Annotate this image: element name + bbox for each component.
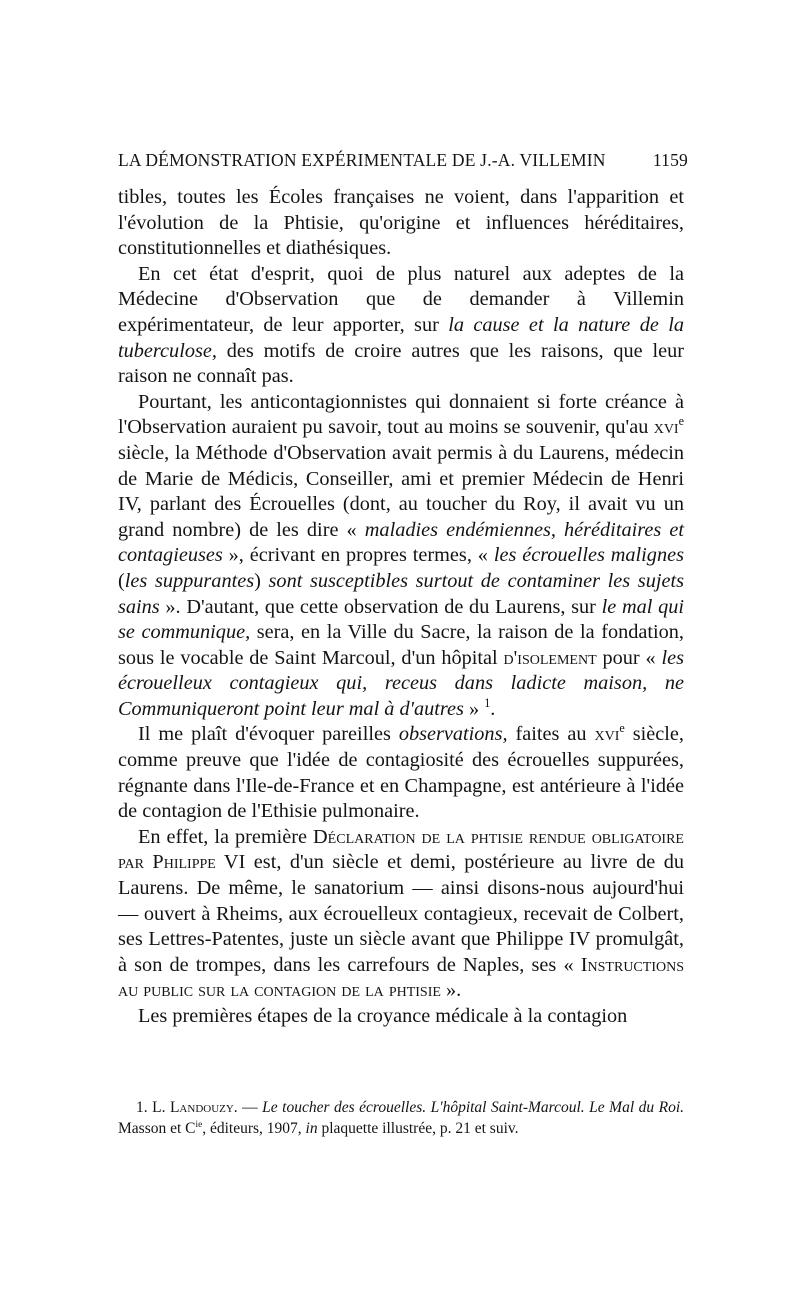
italic-run: sont susceptibles surtout de contaminer les sujets sains	[118, 569, 684, 618]
text-run: siècle, comme preuve que l'idée de contagiosité des écrouelles suppurées, régnante dans l'Ile-de-France et en Champagne, est antérieure à l'idée de contagion de l'Ethisie pulmonaire.	[118, 723, 684, 823]
small-caps-run: Instructions au public sur la contagion de la phtisie	[118, 953, 684, 1002]
century-numeral: xvi	[594, 723, 620, 746]
text-run: plaquette illustrée, p. 21 et suiv.	[317, 1120, 519, 1137]
italic-run: observations,	[398, 723, 508, 746]
italic-run: maladies endémiennes, héréditaires et contagieuses	[118, 518, 684, 567]
text-run: En effet, la première	[138, 825, 314, 848]
text-run: ».	[440, 979, 462, 1002]
running-title: LA DÉMONSTRATION EXPÉRIMENTALE DE J.-A. VILLEMIN	[118, 150, 606, 170]
text-run: tibles, toutes les Écoles françaises ne voient, dans l'apparition et l'évolution de la Phtisie, qu'origine et influences héréditaires, constitutionnelles et diathésiques.	[118, 186, 684, 260]
text-run: Les premières étapes de la croyance médicale à la contagion	[138, 1005, 628, 1027]
text-run: »	[463, 697, 485, 720]
footnote-title: Le toucher des écrouelles. L'hôpital Saint-Marcoul. Le Mal du Roi.	[262, 1099, 685, 1116]
running-header	[118, 150, 688, 171]
footnote-1	[118, 1097, 684, 1139]
footnote-author: L. Landouzy.	[152, 1099, 238, 1116]
text-run: des motifs de croire autres que les raisons, que leur raison ne connaît pas.	[118, 339, 684, 388]
superscript: e	[619, 721, 625, 736]
italic-run: la cause et la nature de la tuberculose,	[118, 313, 684, 362]
text-run: Masson et C	[118, 1120, 196, 1137]
text-run: —	[237, 1099, 263, 1116]
paragraph-5	[118, 825, 684, 1004]
text-run: pour «	[596, 646, 662, 669]
body-text	[118, 185, 684, 1030]
paragraph-6	[118, 1004, 684, 1030]
text-run: .	[490, 697, 496, 720]
paragraph-3	[118, 390, 684, 723]
italic-run: in	[305, 1120, 318, 1137]
text-run: siècle, la Méthode d'Observation avait permis à du Laurens, médecin de Marie de Médicis, Conseiller, ami et premier Médecin de Henri IV, parlant des Écrouelles (dont, au toucher du Roy, il avait vu un grand nombre) de les dire «	[118, 441, 684, 541]
italic-run: le mal qui se communique,	[118, 595, 684, 644]
superscript: ie	[195, 1119, 203, 1130]
paragraph-1	[118, 185, 684, 262]
text-run: En cet état d'esprit, quoi de plus naturel aux adeptes de la Médecine d'Observation que de demander à Villemin expérimentateur, de leur apporter, sur	[118, 262, 684, 336]
footnote	[118, 1097, 684, 1139]
footnote-number: 1.	[136, 1099, 148, 1116]
text-run: ». D'autant, que cette observation de du Laurens, sur	[159, 595, 602, 618]
footnote-ref[interactable]: 1	[484, 696, 491, 711]
text-run: (	[118, 569, 125, 592]
italic-run: les écrouelleux contagieux qui, receus dans ladicte maison, ne Communiqueront point leur mal à d'autres	[118, 646, 685, 720]
text-run: sera, en la Ville du Sacre, la raison de la fondation, sous le vocable de Saint Marcoul, d'un hôpital	[118, 621, 684, 669]
text-run: », écrivant en propres termes, «	[222, 544, 494, 567]
text-run: est, d'un siècle et demi, postérieure au livre de du Laurens. De même, le sanatorium — ainsi disons-nous aujourd'hui — ouvert à Rheims, aux écrouelleux contagieux, recevait de Colbert, ses Lettres-Patentes, juste un siècle avant que Philippe IV promulgât, à son de trompes, dans les carrefours de Naples, ses «	[118, 851, 684, 976]
text-run: faites au	[507, 723, 595, 746]
small-caps-run: Déclaration de la phtisie rendue obligatoire par Philippe VI	[118, 825, 684, 874]
text-run: Il me plaît d'évoquer pareilles	[138, 723, 399, 746]
italic-run: les écrouelles malignes	[493, 544, 684, 567]
century-numeral: xvi	[653, 416, 679, 439]
text-run: Pourtant, les anticontagionnistes qui donnaient si forte créance à l'Observation auraient pu savoir, tout au moins se souvenir, qu'au	[118, 390, 684, 439]
paragraph-2	[118, 262, 684, 390]
paragraph-4	[118, 722, 684, 824]
italic-run: les suppurantes	[124, 569, 255, 592]
text-run: )	[254, 569, 269, 592]
page-number: 1159	[652, 150, 688, 170]
text-run: , éditeurs, 1907,	[202, 1120, 306, 1137]
superscript: e	[678, 414, 684, 429]
small-caps-run: d'isolement	[503, 646, 597, 669]
